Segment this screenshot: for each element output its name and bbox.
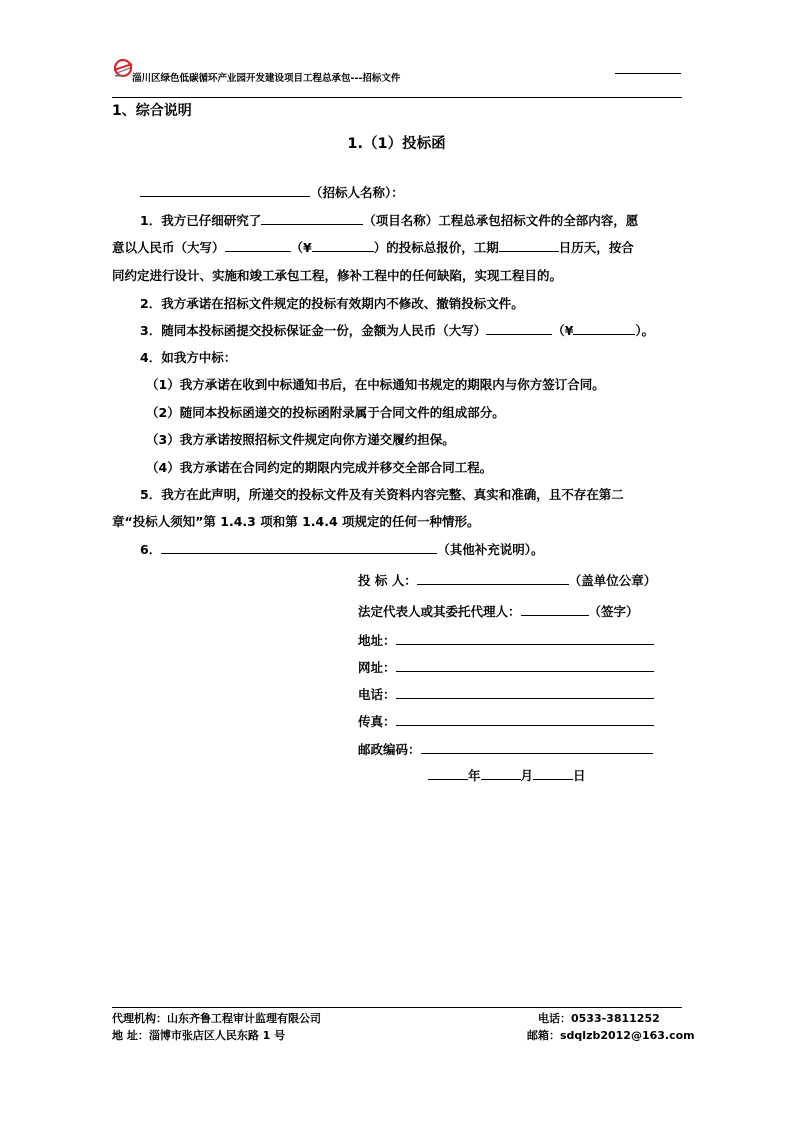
para5-line2: 章“投标人须知”第 1.4.3 项和第 1.4.4 项规定的任何一种情形。 xyxy=(112,514,480,529)
para6-text: （其他补充说明）。 xyxy=(437,542,544,557)
header-rule xyxy=(112,97,682,98)
day-blank[interactable] xyxy=(533,767,573,780)
tenderer-name-blank[interactable] xyxy=(140,184,310,197)
website-blank[interactable] xyxy=(396,659,654,672)
para1-line2 xyxy=(112,238,634,256)
para1-text-e: ）的投标总报价，工期 xyxy=(373,240,499,255)
para3-text-c: ）。 xyxy=(635,323,655,338)
bond-amount-number-blank[interactable] xyxy=(573,322,635,335)
bidder-label: 投 标 人： xyxy=(358,573,417,588)
bid-price-words-blank[interactable] xyxy=(225,239,291,252)
bidder-seal-note: （盖单位公章） xyxy=(568,573,657,588)
section-title: 1、综合说明 xyxy=(112,103,192,119)
footer-agency: 代理机构：山东齐鲁工程审计监理有限公司 xyxy=(112,1012,321,1025)
document-title: 1.（1）投标函 xyxy=(347,136,446,152)
year-label: 年 xyxy=(468,768,481,783)
fax-label: 传真： xyxy=(358,714,396,729)
month-label: 月 xyxy=(520,768,534,783)
phone-label: 电话： xyxy=(358,687,396,702)
para1-line1 xyxy=(140,211,638,229)
address-blank[interactable] xyxy=(396,632,654,645)
footer-rule xyxy=(112,1007,682,1008)
footer-address: 地 址：淄博市张店区人民东路 1 号 xyxy=(112,1029,286,1042)
fax-row xyxy=(358,712,654,730)
para5-line1: 5．我方在此声明，所递交的投标文件及有关资料内容完整、真实和准确，且不存在第二 xyxy=(140,487,624,502)
para6-number: 6． xyxy=(140,542,162,557)
construction-period-blank[interactable] xyxy=(499,239,559,252)
para1-text-d: （¥ xyxy=(290,240,312,255)
year-blank[interactable] xyxy=(428,767,468,780)
para1-text-c: 意以人民币（大写） xyxy=(112,240,225,255)
day-label: 日 xyxy=(573,768,586,783)
bond-amount-words-blank[interactable] xyxy=(486,322,552,335)
representative-blank[interactable] xyxy=(521,603,589,616)
para1-text-b: （项目名称）工程总承包招标文件的全部内容，愿 xyxy=(363,213,639,228)
header-title: 淄川区绿色低碳循环产业园开发建设项目工程总承包---招标文件 xyxy=(132,73,401,84)
sub-item-3: （3）我方承诺按照招标文件规定向你方递交履约担保。 xyxy=(146,432,455,447)
para1-line3: 同约定进行设计、实施和竣工承包工程，修补工程中的任何缺陷，实现工程目的。 xyxy=(112,268,563,283)
para6 xyxy=(140,540,543,558)
month-blank[interactable] xyxy=(481,767,521,780)
sub-item-1: （1）我方承诺在收到中标通知书后，在中标通知书规定的期限内与你方签订合同。 xyxy=(146,377,605,392)
para3-text-b: （¥ xyxy=(552,323,574,338)
supplementary-blank[interactable] xyxy=(161,541,437,554)
address-row xyxy=(358,631,654,649)
project-name-blank[interactable] xyxy=(261,212,363,225)
para3 xyxy=(140,321,654,339)
postcode-row xyxy=(358,740,653,758)
address-label: 地址： xyxy=(358,633,396,648)
representative-label: 法定代表人或其委托代理人： xyxy=(358,604,521,619)
bidder-row xyxy=(358,571,656,589)
phone-row xyxy=(358,685,654,703)
para4: 4．如我方中标： xyxy=(140,350,237,365)
bidder-blank[interactable] xyxy=(417,572,569,585)
footer-email: 邮箱：sdqlzb2012@163.com xyxy=(527,1029,695,1042)
para1-text-a: 1．我方已仔细研究了 xyxy=(140,213,262,228)
sub-item-2: （2）随同本投标函递交的投标函附录属于合同文件的组成部分。 xyxy=(146,405,505,420)
postcode-label: 邮政编码： xyxy=(358,742,421,757)
para3-text-a: 3．随同本投标函提交投标保证金一份，金额为人民币（大写） xyxy=(140,323,487,338)
date-row xyxy=(428,766,586,784)
bid-price-number-blank[interactable] xyxy=(312,239,374,252)
header-short-rule xyxy=(615,73,681,74)
salutation xyxy=(140,183,404,201)
representative-row xyxy=(358,602,639,620)
phone-blank[interactable] xyxy=(396,686,654,699)
signature-note: （签字） xyxy=(588,604,639,619)
footer-phone: 电话：0533-3811252 xyxy=(538,1012,660,1025)
fax-blank[interactable] xyxy=(396,713,654,726)
website-row xyxy=(358,658,654,676)
company-logo xyxy=(112,58,134,78)
para1-text-f: 日历天，按合 xyxy=(558,240,634,255)
salutation-text: （招标人名称）： xyxy=(310,185,404,200)
website-label: 网址： xyxy=(358,660,396,675)
postcode-blank[interactable] xyxy=(421,741,653,754)
sub-item-4: （4）我方承诺在合同约定的期限内完成并移交全部合同工程。 xyxy=(146,460,493,475)
para2: 2．我方承诺在招标文件规定的投标有效期内不修改、撤销投标文件。 xyxy=(140,296,524,311)
